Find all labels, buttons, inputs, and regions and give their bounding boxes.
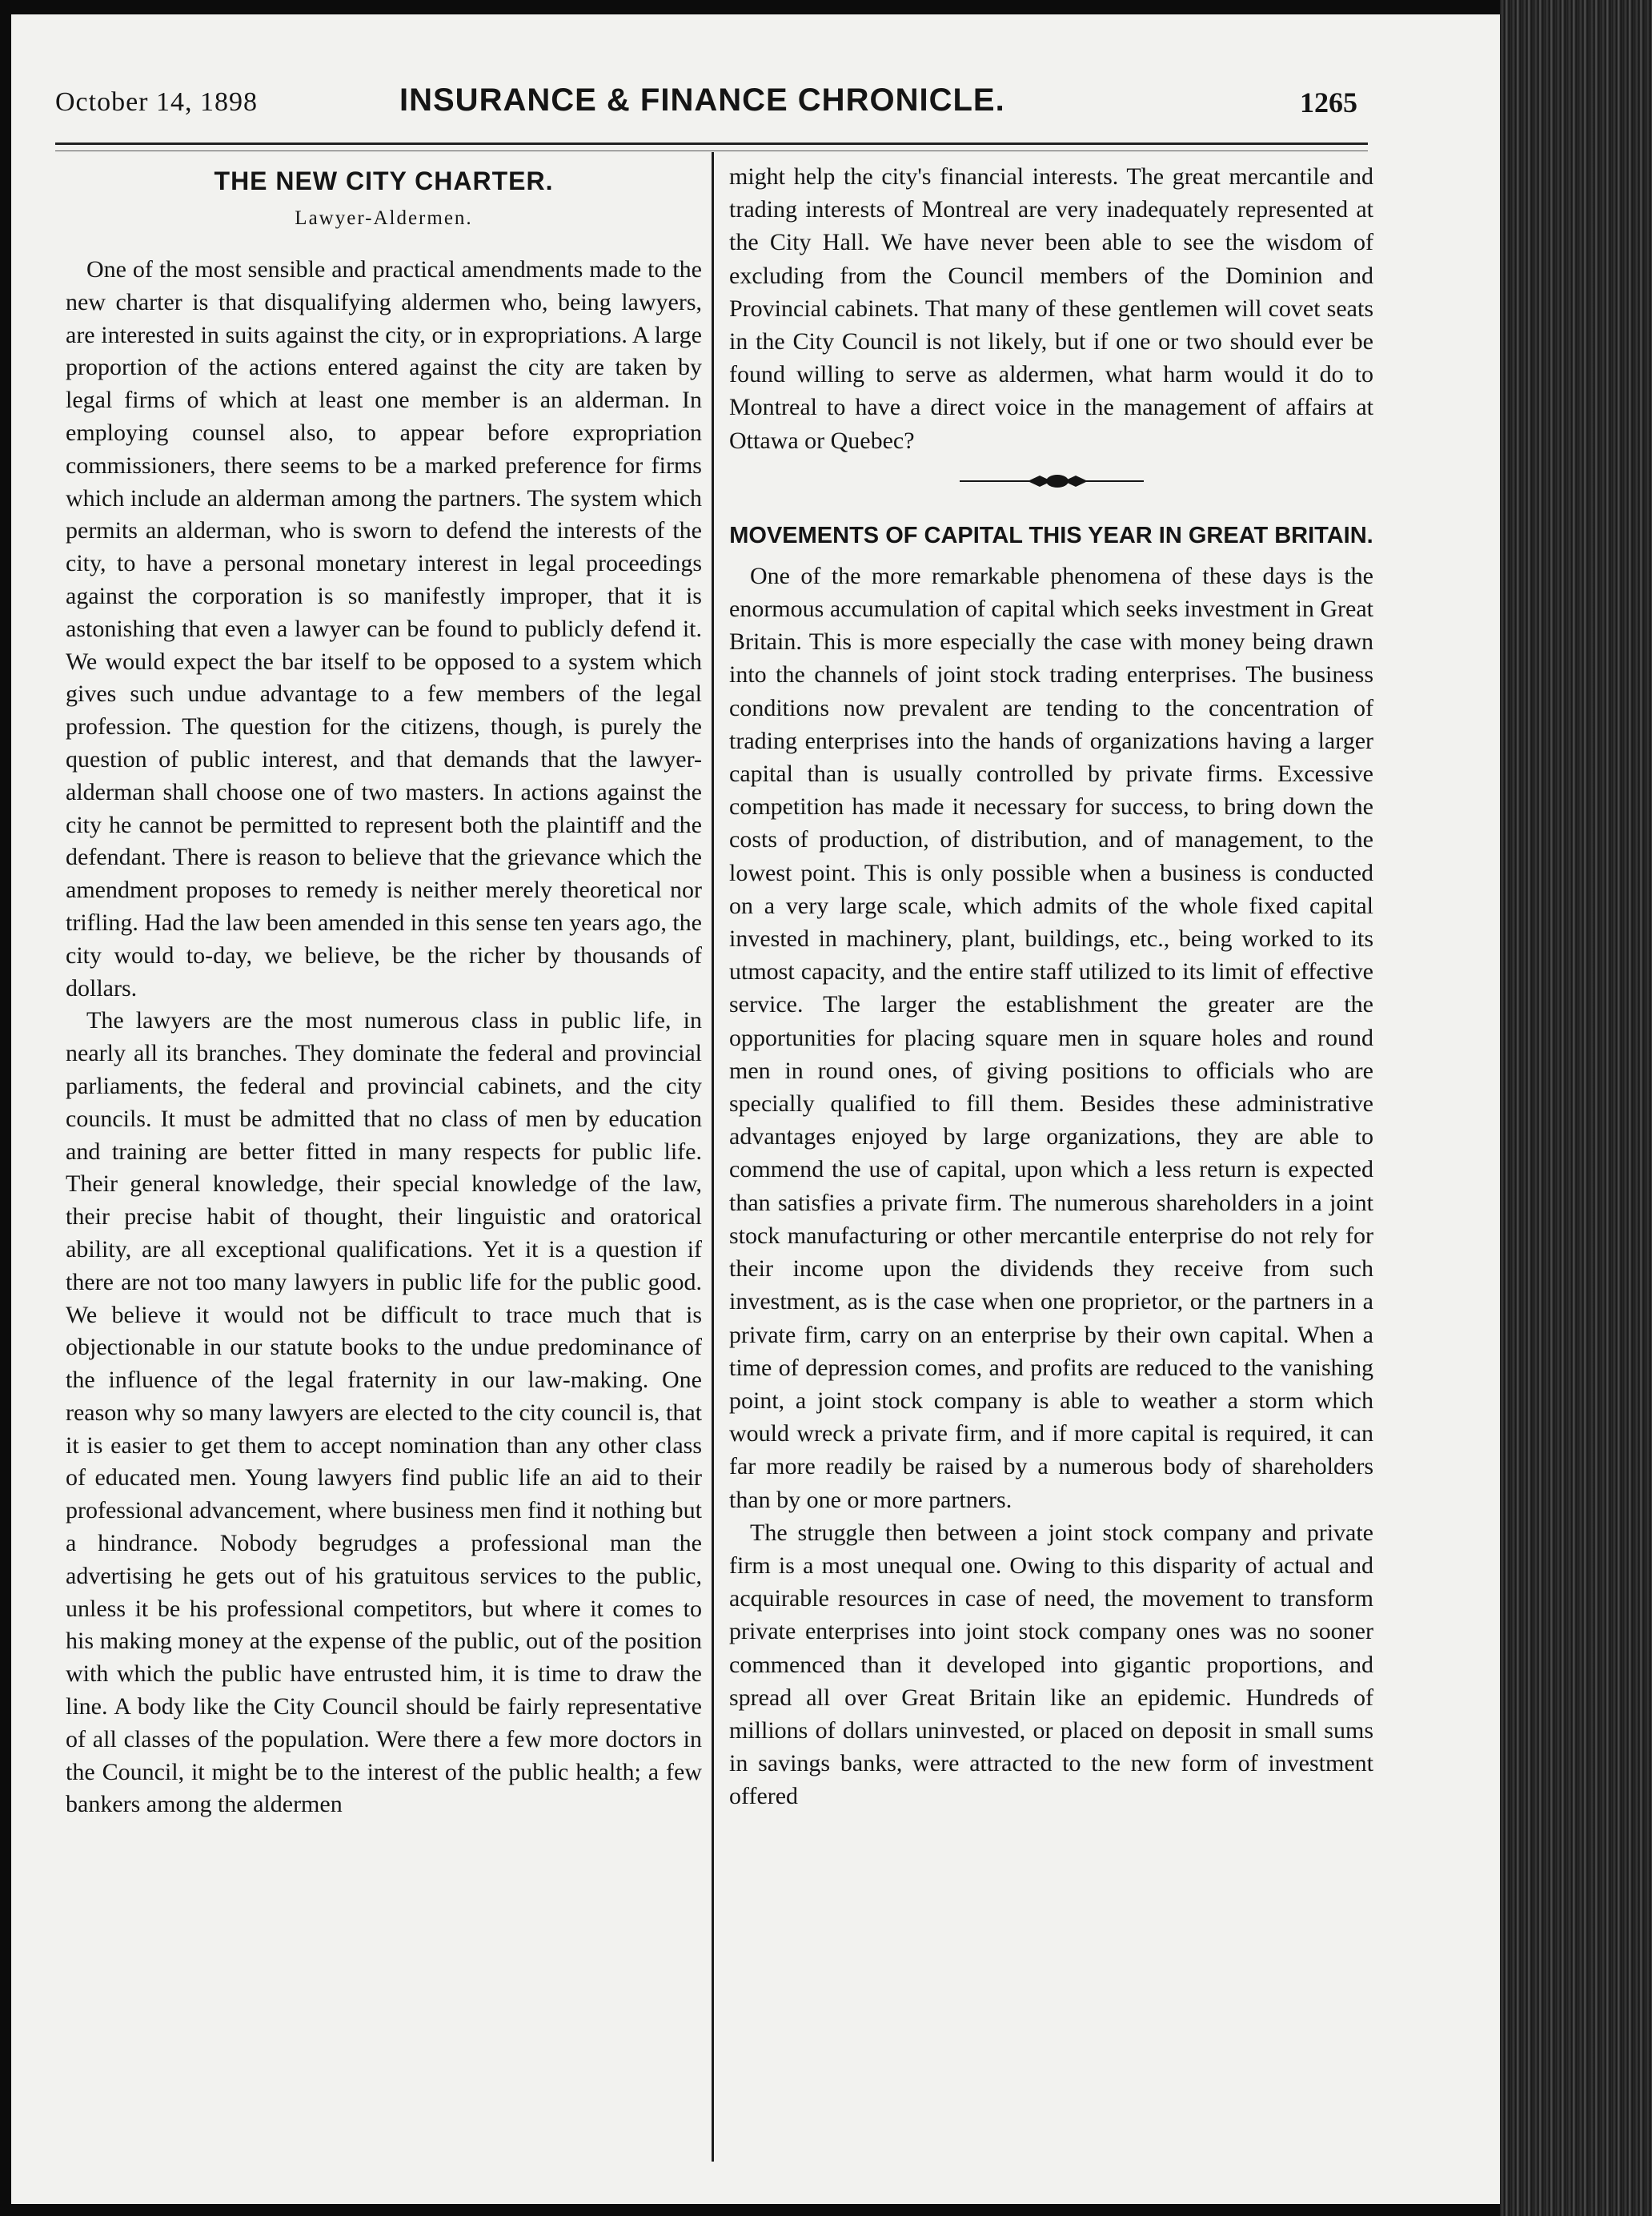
- article-subtitle: Lawyer-Aldermen.: [295, 207, 473, 229]
- article-paragraph: The lawyers are the most numerous class in public life, in nearly all its branches. They dominate the federal and provincial parliaments, the federal and provincial cabinets, and the city councils. It must be admitted that no class of men by education and training are better fitted in many respects for public life. Their general knowledge, their special knowledge of the law, their precise habit of thought, their linguistic and oratorical ability, are all exceptional qualifications. Yet it is a question if there are not too many lawyers in public life for the public good. We believe it would not be difficult to trace much that is objectionable in our statute books to the undue predominance of the influence of the legal fraternity in our law-making. One reason why so many lawyers are elected to the city council is, that it is easier to get them to accept nomination than any other class of educated men. Young lawyers find public life an aid to their professional advancement, where business men find it nothing but a hindrance. Nobody begrudges a professional man the advertising he gets out of his gratuitous services to the public, unless it be his professional competitors, but where it comes to his making money at the expense of the public, out of the position with which the public have entrusted him, it is time to draw the line. A body like the City Council should be fairly representative of all classes of the population. Were there a few more doctors in the Council, it might be to the interest of the public health; a few bankers among the aldermen: [66, 1007, 702, 1818]
- article-paragraph: One of the more remarkable phenomena of these days is the enormous accumulation of capital which seeks investment in Great Britain. This is more especially the case with money being drawn into the channels of joint stock trading enterprises. The business conditions now prevalent are tending to the concentration of trading enterprises into the hands of organizations having a larger capital than is usually controlled by private firms. Excessive competition has made it necessary for success, to bring down the costs of production, of distribution, and of management, to the lowest point. This is only possible when a business is conducted on a very large scale, which admits of the whole fixed capital invested in machinery, plant, buildings, etc., being worked to its utmost capacity, and the entire staff utilized to its limit of effective service. The larger the establishment the greater are the opportunities for placing square men in square holes and round men in round ones, of giving positions to officials who are specially qualified to fill them. Besides these administrative advantages enjoyed by large organizations, they are able to commend the use of capital, upon which a less return is expected than satisfies a private firm. The numerous shareholders in a joint stock manufacturing or other mercantile enterprise do not rely for their income upon the dividends they receive from such investment, as is the case when one proprietor, or the partners in a private firm, carry on an enterprise by their own capital. When a time of depression comes, and profits are reduced to the vanishing point, a joint stock company is able to weather a storm which would wreck a private firm, and if more capital is required, it can far more readily be raised by a numerous body of shareholders than by one or more partners.: [729, 562, 1373, 1513]
- page-header: [55, 82, 1368, 130]
- issue-date: October 14, 1898: [55, 87, 259, 117]
- column-divider: [712, 152, 714, 2162]
- article-paragraph: One of the most sensible and practical amendments made to the new charter is that disqualifying aldermen who, being lawyers, are interested in suits against the city, or in expropriations. A large proportion of the actions entered against the city are taken by legal firms of which at least one member is an alderman. In employing counsel also, to appear before expropriation commissioners, there seems to be a marked preference for firms which include an alderman among the partners. The system which permits an alderman, who is sworn to defend the interests of the city, to have a personal monetary interest in legal proceedings against the corporation is so manifestly improper, that it is astonishing that even a lawyer can be found to publicly defend it. We would expect the bar itself to be opposed to a system which gives such undue advantage to a few members of the legal profession. The question for the citizens, though, is purely the question of public interest, and that demands that the lawyer-alderman shall choose one of two masters. In actions against the city he cannot be permitted to represent both the plaintiff and the defendant. There is reason to believe that the grievance which the amendment proposes to remedy is neither merely theoretical nor trifling. Had the law been amended in this sense ten years ago, the city would to-day, we believe, be the richer by thousands of dollars.: [66, 256, 702, 1002]
- article-title: MOVEMENTS OF CAPITAL THIS YEAR IN GREAT BRITAIN.: [729, 522, 1373, 548]
- masthead: INSURANCE & FINANCE CHRONICLE.: [399, 82, 1005, 118]
- article-paragraph: The struggle then between a joint stock company and private firm is a most unequal one. Owing to this disparity of actual and acquirable resources in case of need, the movement to transform private enterprises into joint stock company ones was no sooner commenced than it developed into gigantic proportions, and spread all over Great Britain like an epidemic. Hundreds of millions of dollars uninvested, or placed on deposit in small sums in savings banks, were attracted to the new form of investment offered: [729, 1519, 1373, 1810]
- article-title: THE NEW CITY CHARTER.: [214, 167, 554, 195]
- right-column: [729, 160, 1373, 1813]
- page-number: 1265: [1300, 86, 1357, 118]
- newspaper-page: [11, 14, 1500, 2204]
- section-ornament: [960, 472, 1144, 491]
- article-continuation: might help the city's financial interests. The great mercantile and trading interests of Montreal are very inadequately represented at the City Hall. We have never been able to see the wisdom of excluding from the Council members of the Dominion and Provincial cabinets. That many of these gentlemen will covet seats in the City Council is not likely, but if one or two should ever be found willing to serve as aldermen, what harm would it do to Montreal to have a direct voice in the management of affairs at Ottawa or Quebec?: [729, 163, 1373, 454]
- header-rule: [55, 143, 1368, 145]
- book-fore-edge: [1500, 0, 1652, 2216]
- left-column: [66, 160, 702, 1821]
